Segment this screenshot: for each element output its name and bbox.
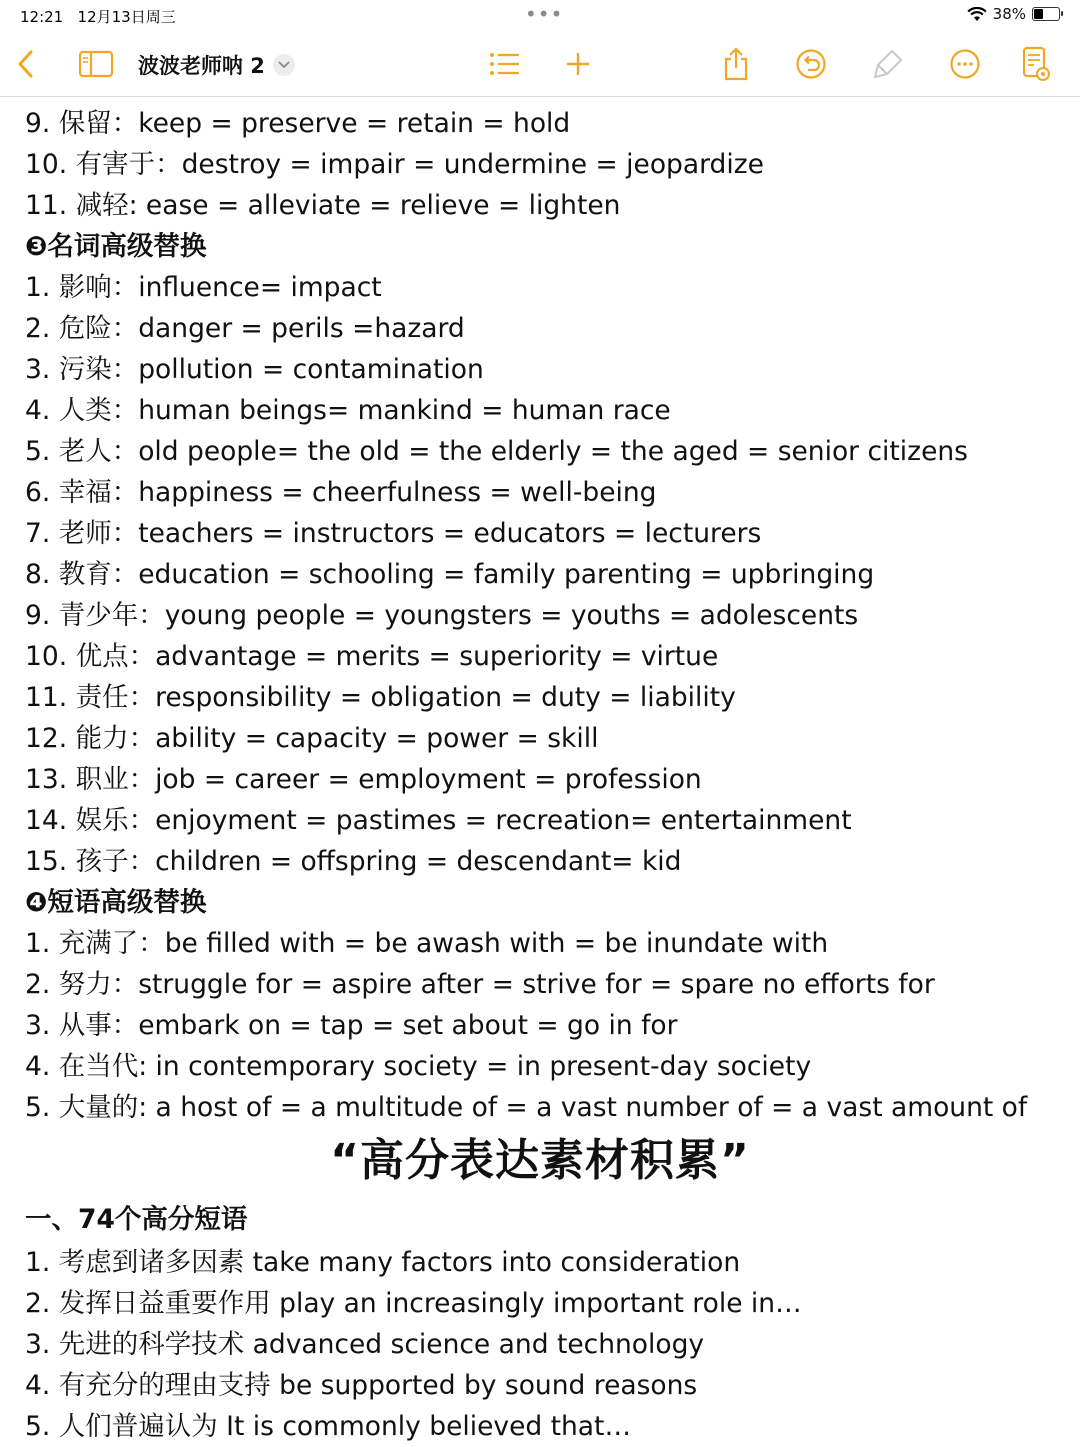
toolbar [0,32,1080,97]
list-item: 13. 职业：job = career = employment = profession [25,764,702,795]
list-item: 2. 努力：struggle for = aspire after = strive for = spare no efforts for [25,969,935,1000]
list-item: 6. 幸福：happiness = cheerfulness = well-being [25,477,657,508]
list-item: 2. 发挥日益重要作用 play an increasingly important role in… [25,1288,802,1319]
list-item: 1. 考虑到诸多因素 take many factors into consideration [25,1247,741,1278]
list-item: 10. 优点：advantage = merits = superiority = virtue [25,641,719,672]
markup-icon[interactable] [870,46,906,82]
list-item: 11. 责任：responsibility = obligation = duty = liability [25,682,736,713]
list-item: 12. 能力：ability = capacity = power = skill [25,723,599,754]
list-icon[interactable] [487,46,523,82]
document-title: 波波老师呐 2 [138,54,265,78]
undo-icon[interactable] [793,46,829,82]
battery-icon [1032,7,1060,21]
list-item: 9. 青少年：young people = youngsters = youths = adolescents [25,600,859,631]
list-item: 5. 老人：old people= the old = the elderly = the aged = senior citizens [25,436,968,467]
list-item: 3. 污染：pollution = contamination [25,354,484,385]
nouns-heading: ❸名词高级替换 [25,231,207,262]
document-title-menu[interactable] [138,50,295,80]
phrases-heading: ❹短语高级替换 [25,887,207,918]
back-icon[interactable] [8,46,44,82]
sidebar-icon[interactable] [78,46,114,82]
multitasking-dots-icon[interactable]: ••• [525,2,564,26]
status-bar [0,0,1080,32]
chevron-down-icon[interactable] [273,54,295,76]
list-item: 15. 孩子：children = offspring = descendant= kid [25,846,682,877]
list-item: 10. 有害于：destroy = impair = undermine = jeopardize [25,149,764,180]
wifi-icon [967,7,987,22]
list-item: 7. 老师：teachers = instructors = educators = lecturers [25,518,762,549]
list-item: 1. 影响：influence= impact [25,272,382,303]
list-item: 3. 从事：embark on = tap = set about = go in for [25,1010,678,1041]
list-item: 2. 危险：danger = perils =hazard [25,313,465,344]
list-item: 4. 在当代: in contemporary society = in present-day society [25,1051,812,1082]
list-item: 11. 减轻: ease = alleviate = relieve = lighten [25,190,621,221]
status-time: 12:21 12月13日周三 [20,8,176,26]
list-item: 1. 充满了：be filled with = be awash with = be inundate with [25,928,829,959]
list-item: 4. 人类：human beings= mankind = human race [25,395,671,426]
battery-percent: 38% [992,5,1026,23]
list-item: 14. 娱乐：enjoyment = pastimes = recreation= entertainment [25,805,852,836]
list-item: 4. 有充分的理由支持 be supported by sound reasons [25,1370,698,1401]
list-item: 3. 先进的科学技术 advanced science and technology [25,1329,705,1360]
list-item: 5. 人们普遍认为 It is commonly believed that… [25,1411,631,1442]
note-content[interactable] [25,103,1065,1447]
status-right [967,5,1060,23]
section-heading: 一、74个高分短语 [25,1204,248,1235]
section-big-title: “高分表达素材积累” [330,1135,750,1186]
list-item: 5. 大量的: a host of = a multitude of = a vast number of = a vast amount of [25,1092,1028,1123]
document-view-icon[interactable] [1018,46,1054,82]
share-icon[interactable] [718,46,754,82]
list-item: 8. 教育：education = schooling = family parenting = upbringing [25,559,875,590]
more-icon[interactable] [947,46,983,82]
list-item: 9. 保留：keep = preserve = retain = hold [25,108,571,139]
plus-icon[interactable] [560,46,596,82]
